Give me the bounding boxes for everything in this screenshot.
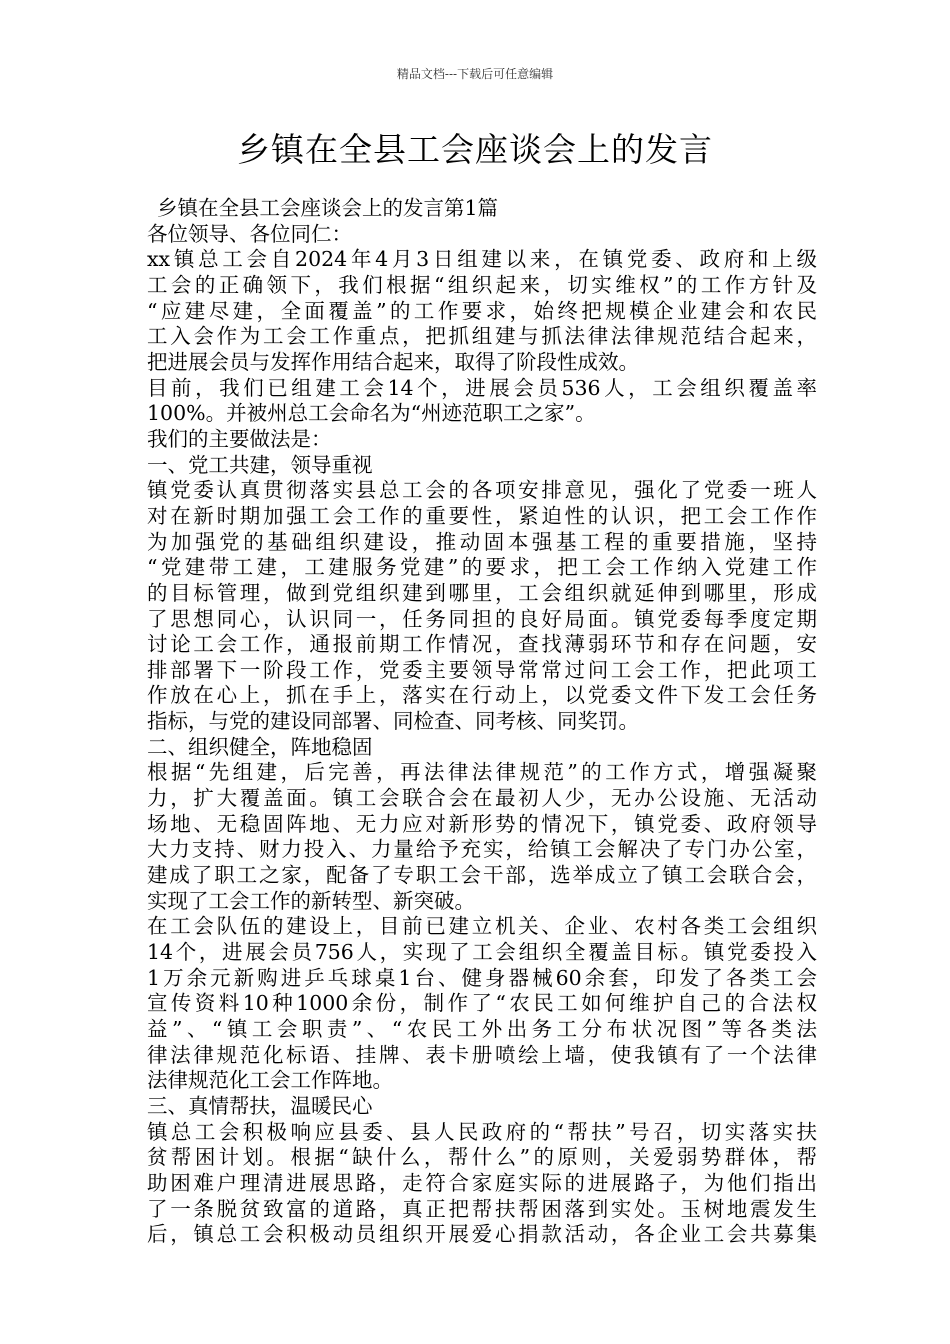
text-line: 镇党委认真贯彻落实县总工会的各项安排意见，强化了党委一班人 [147,478,817,503]
section-subtitle: 乡镇在全县工会座谈会上的发言第1篇 [157,196,499,220]
text-line: 100%。并被州总工会命名为“州迹范职工之家”。 [147,401,596,426]
header-note: 精品文档---下载后可任意编辑 [396,67,554,81]
text-line: 大力支持、财力投入、力量给予充实，给镇工会解决了专门办公室， [147,837,817,862]
text-line: 为加强党的基础组织建设，推动固本强基工程的重要措施，坚持 [147,529,817,554]
text-line: 三、真情帮扶，温暖民心 [147,1093,373,1118]
text-line: 各位领导、各位同仁： [147,221,352,246]
text-line: 工会的正确领下，我们根据“组织起来，切实维权”的工作方针及 [147,272,817,297]
text-line: 场地、无稳固阵地、无力应对新形势的情况下，镇党委、政府领导 [147,811,817,836]
text-line: 讨论工会工作，通报前期工作情况，查找薄弱环节和存在问题，安 [147,632,817,657]
text-line: 二、组织健全，阵地稳固 [147,734,373,759]
text-line: 法律规范化工会工作阵地。 [147,1068,393,1093]
text-line: 把进展会员与发挥作用结合起来，取得了阶段性成效。 [147,349,639,374]
text-line: 镇总工会积极响应县委、县人民政府的“帮扶”号召，切实落实扶 [147,1119,817,1144]
text-line: 助困难户理清进展思路，走符合家庭实际的进展路子，为他们指出 [147,1170,817,1195]
text-line: 益”、“镇工会职责”、“农民工外出务工分布状况图”等各类法 [147,1017,817,1041]
document-body [147,196,817,1248]
text-line: xx镇总工会自2024年4月3日组建以来，在镇党委、政府和上级 [147,247,817,272]
text-line: 宣传资料10种1000余份，制作了“农民工如何维护自己的合法权 [147,991,817,1016]
text-line: 作放在心上，抓在手上，落实在行动上，以党委文件下发工会任务 [147,683,817,708]
text-line: 律法律规范化标语、挂牌、表卡册喷绘上墙，使我镇有了一个法律 [147,1042,817,1067]
text-line: 14个，进展会员756人，实现了工会组织全覆盖目标。镇党委投入 [147,940,817,965]
text-line: 根据“先组建，后完善，再法律法律规范”的工作方式，增强凝聚 [147,760,817,785]
text-line: 后，镇总工会积极动员组织开展爱心捐款活动，各企业工会共募集 [147,1222,817,1247]
document-title: 乡镇在全县工会座谈会上的发言 [237,130,713,169]
text-line: 指标，与党的建设同部署、同检查、同考核、同奖罚。 [147,709,639,734]
text-line: 1万余元新购进乒乓球桌1台、健身器械60余套，印发了各类工会 [147,965,817,990]
text-line: 的目标管理，做到党组织建到哪里，工会组织就延伸到哪里，形成 [147,580,817,605]
text-line: “应建尽建，全面覆盖”的工作要求，始终把规模企业建会和农民 [147,298,817,323]
text-line: 一、党工共建，领导重视 [147,452,373,477]
text-line: 排部署下一阶段工作，党委主要领导常常过问工会工作，把此项工 [147,657,817,682]
text-line: 了一条脱贫致富的道路，真正把帮扶帮困落到实处。玉树地震发生 [147,1196,817,1221]
text-line: 工入会作为工会工作重点，把抓组建与抓法律法律规范结合起来， [147,324,817,349]
text-line: 了思想同心，认识同一，任务同担的良好局面。镇党委每季度定期 [147,606,817,631]
text-line: 在工会队伍的建设上，目前已建立机关、企业、农村各类工会组织 [147,914,817,939]
text-line: 对在新时期加强工会工作的重要性，紧迫性的认识，把工会工作作 [147,503,817,528]
text-line: 力，扩大覆盖面。镇工会联合会在最初人少，无办公设施、无活动 [147,786,817,811]
text-line: 建成了职工之家，配备了专职工会干部，选举成立了镇工会联合会， [147,863,817,888]
text-line: 我们的主要做法是： [147,426,332,451]
text-line: 贫帮困计划。根据“缺什么，帮什么”的原则，关爱弱势群体，帮 [147,1145,817,1170]
text-line: 目前，我们已组建工会14个，进展会员536人，工会组织覆盖率 [147,375,817,400]
text-line: 实现了工会工作的新转型、新突破。 [147,888,475,913]
text-line: “党建带工建，工建服务党建”的要求，把工会工作纳入党建工作 [147,555,817,580]
